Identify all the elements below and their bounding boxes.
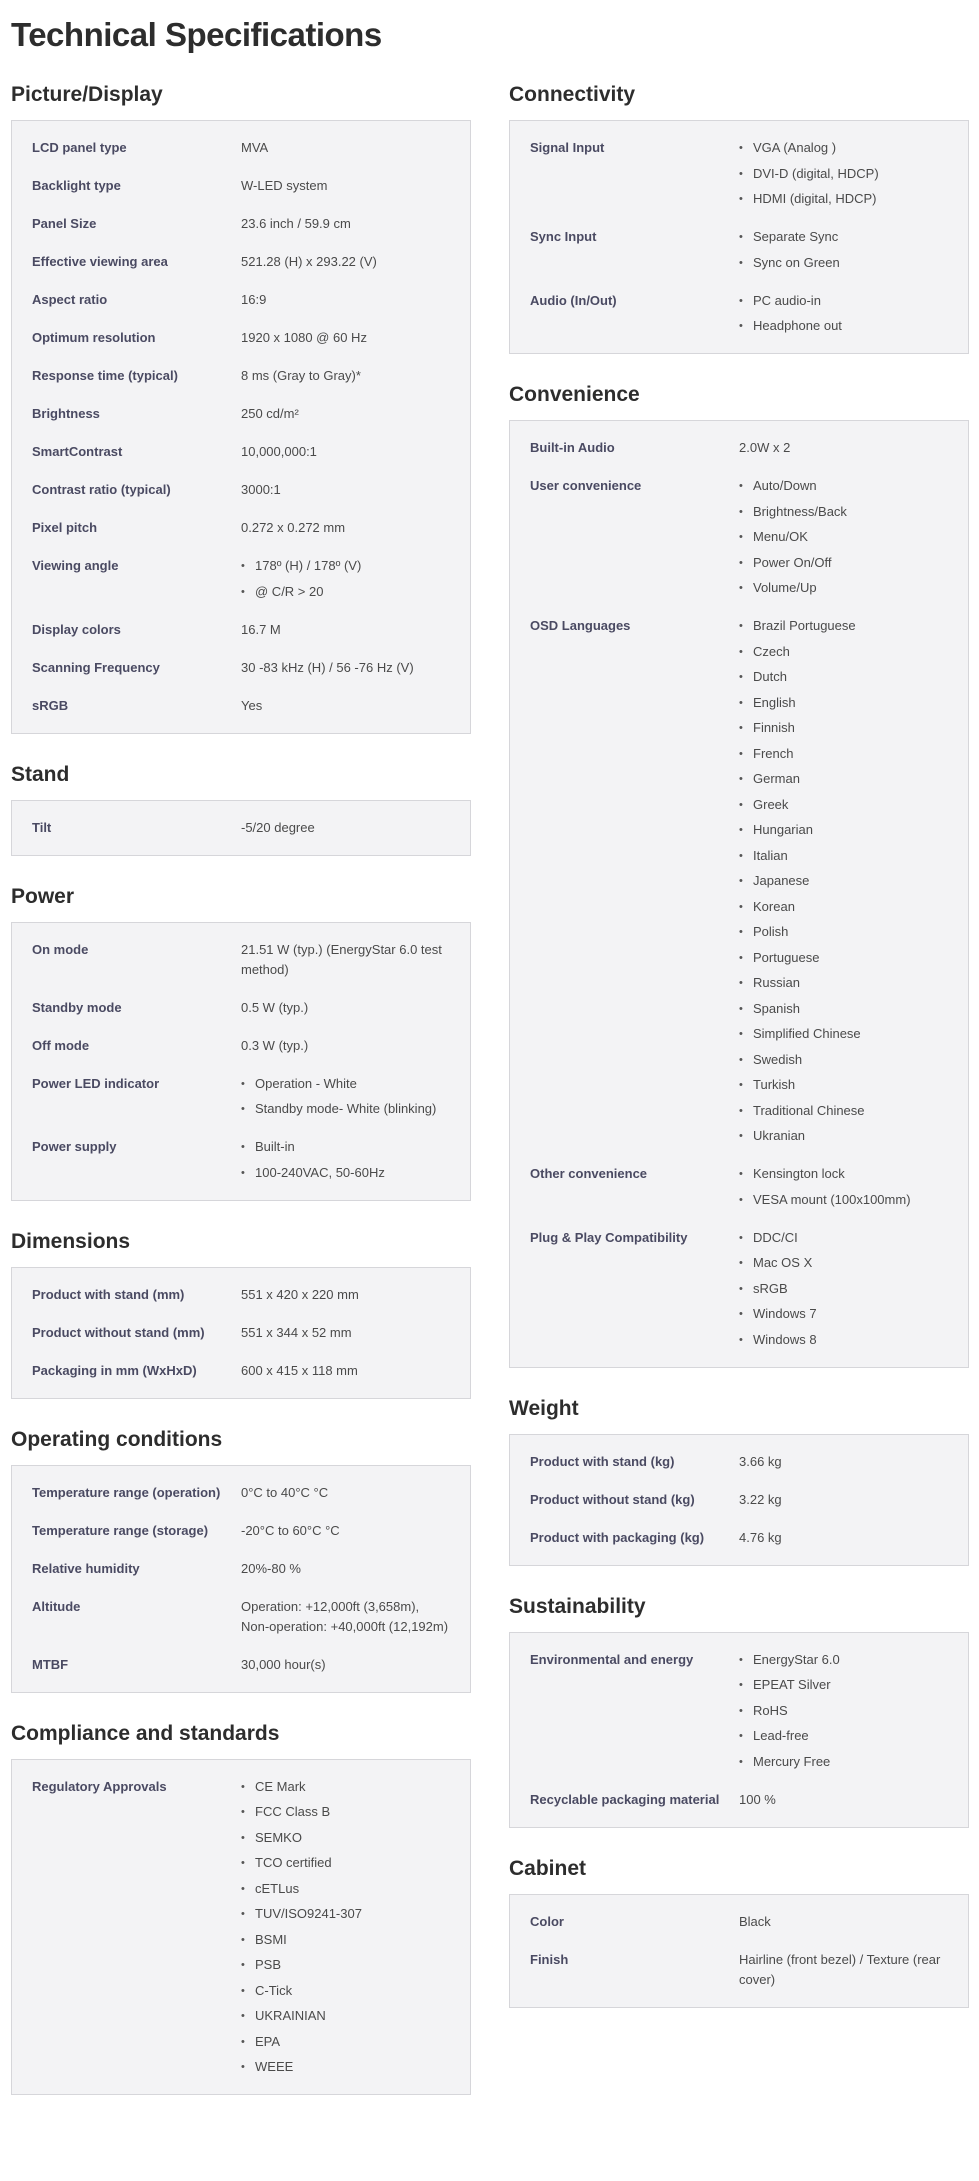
spec-row [12,1512,470,1550]
list-item: • Brazil Portuguese [739,616,948,636]
bullet-list [241,1137,450,1183]
list-item: • Portuguese [739,948,948,968]
spec-row [12,1128,470,1192]
spec-value: 3000:1 [241,482,281,497]
spec-label: Product without stand (kg) [530,1491,695,1507]
list-item: • Built-in [241,1137,450,1157]
spec-value-list [739,1224,948,1354]
spec-label: Signal Input [530,140,605,155]
list-item: • Lead-free [739,1726,948,1746]
list-item: • Mercury Free [739,1752,948,1772]
spec-label: Product without stand (mm) [32,1324,205,1340]
spec-row [12,243,470,281]
spec-value: 1920 x 1080 @ 60 Hz [241,330,367,345]
list-item: • Swedish [739,1050,948,1070]
spec-section-dimensions [11,1227,471,1399]
spec-table [11,120,471,734]
spec-label: Temperature range (storage) [32,1522,209,1538]
list-item: • Kensington lock [739,1164,948,1184]
spec-row [12,1768,470,2087]
list-item: • Korean [739,897,948,917]
list-item: • DVI-D (digital, HDCP) [739,164,948,184]
spec-row [12,129,470,167]
spec-label: Off mode [32,1037,90,1053]
spec-row [12,319,470,357]
spec-row [12,1550,470,1588]
spec-row [12,1588,470,1646]
spec-row [12,1027,470,1065]
section-title: Stand [11,762,70,786]
list-item: • WEEE [241,2057,450,2077]
spec-table [11,922,471,1201]
list-item: • DDC/CI [739,1228,948,1248]
left-column [11,80,471,2121]
spec-label: Standby mode [32,999,122,1015]
spec-value: 600 x 415 x 118 mm [241,1362,358,1378]
spec-value: 0.272 x 0.272 mm [241,520,346,535]
spec-row [510,1903,968,1941]
spec-value: 21.51 W (typ.) (EnergyStar 6.0 test method) [241,941,442,977]
spec-label: Aspect ratio [32,292,108,307]
list-item: • Turkish [739,1075,948,1095]
spec-row [12,687,470,725]
spec-label: Panel Size [32,216,97,231]
spec-value: 10,000,000:1 [241,444,317,459]
spec-label: SmartContrast [32,444,123,459]
spec-table [11,1465,471,1693]
spec-value: 551 x 344 x 52 mm [241,1324,352,1340]
spec-label: MTBF [32,1656,69,1672]
spec-row [510,1941,968,1999]
spec-row [510,1781,968,1819]
list-item: • Brightness/Back [739,502,948,522]
spec-label: Pixel pitch [32,520,98,535]
spec-row [12,809,470,847]
spec-value: Hairline (front bezel) / Texture (rear cover) [739,1951,941,1987]
spec-row [510,129,968,218]
list-item: • Auto/Down [739,476,948,496]
list-item: • EPEAT Silver [739,1675,948,1695]
spec-value: 16:9 [241,292,267,307]
section-title: Compliance and standards [11,1721,280,1745]
spec-label: Display colors [32,621,121,637]
spec-value: 8 ms (Gray to Gray)* [241,368,361,383]
list-item: • Standby mode- White (blinking) [241,1099,450,1119]
bullet-list [241,1074,450,1120]
list-item: • @ C/R > 20 [241,582,450,602]
list-item: • French [739,744,948,764]
spec-row [510,1519,968,1557]
spec-value: 0.5 W (typ.) [241,999,309,1015]
spec-row [510,467,968,607]
spec-row [12,395,470,433]
spec-section-weight [509,1394,969,1566]
list-item: • PSB [241,1955,450,1975]
spec-table [509,1632,969,1828]
spec-table [11,800,471,856]
list-item: • Dutch [739,667,948,687]
spec-value: 4.76 kg [739,1529,782,1545]
list-item: • Operation - White [241,1074,450,1094]
spec-label: Environmental and energy [530,1651,694,1667]
spec-label: Temperature range (operation) [32,1484,221,1500]
section-title: Sustainability [509,1594,646,1618]
spec-row [510,1481,968,1519]
list-item: • PC audio-in [739,291,948,311]
list-item: • VGA (Analog ) [739,138,948,158]
spec-row [510,1641,968,1781]
list-item: • sRGB [739,1279,948,1299]
spec-label: Effective viewing area [32,254,168,269]
spec-row [12,509,470,547]
spec-value: -5/20 degree [241,819,315,835]
spec-value: 3.22 kg [739,1491,782,1507]
spec-label: On mode [32,941,89,957]
list-item: • C-Tick [241,1981,450,2001]
bullet-list [241,1777,450,2078]
bullet-list [739,476,948,598]
list-item: • Hungarian [739,820,948,840]
list-item: • English [739,693,948,713]
spec-section-operating-conditions [11,1425,471,1693]
spec-label: Response time (typical) [32,368,178,383]
spec-value: 2.0W x 2 [739,440,791,455]
spec-label: Color [530,1913,564,1929]
spec-value-list [241,1070,450,1124]
section-title: Connectivity [509,83,636,106]
spec-row [12,471,470,509]
spec-value: W-LED system [241,178,328,193]
list-item: • Power On/Off [739,553,948,573]
spec-value: 250 cd/m² [241,406,299,421]
spec-value-list [739,1160,948,1214]
spec-row [510,1219,968,1359]
list-item: • Separate Sync [739,227,948,247]
spec-section-connectivity [509,80,969,354]
section-title: Picture/Display [11,83,163,106]
spec-label: Brightness [32,406,100,421]
spec-row [510,282,968,346]
spec-row [510,1155,968,1219]
list-item: • 178º (H) / 178º (V) [241,556,450,576]
spec-value-list [739,287,948,341]
list-item: • Russian [739,973,948,993]
list-item: • TCO certified [241,1853,450,1873]
spec-row [12,1314,470,1352]
spec-value: -20°C to 60°C °C [241,1522,340,1538]
list-item: • VESA mount (100x100mm) [739,1190,948,1210]
bullet-list [739,291,948,337]
spec-row [510,429,968,467]
spec-value-list [241,552,450,606]
section-title: Power [11,884,75,908]
spec-label: sRGB [32,697,69,713]
list-item: • 100-240VAC, 50-60Hz [241,1163,450,1183]
spec-row [12,989,470,1027]
bullet-list [739,1228,948,1350]
spec-row [510,218,968,282]
spec-section-compliance-and-standards [11,1719,471,2096]
list-item: • RoHS [739,1701,948,1721]
spec-value-list [739,612,948,1150]
spec-row [510,607,968,1155]
list-item: • Japanese [739,871,948,891]
list-item: • cETLus [241,1879,450,1899]
bullet-list [739,138,948,209]
spec-label: Built-in Audio [530,440,615,455]
spec-label: Power supply [32,1139,117,1154]
list-item: • HDMI (digital, HDCP) [739,189,948,209]
spec-value: Black [739,1913,771,1929]
spec-label: OSD Languages [530,618,631,633]
spec-row [12,1474,470,1512]
spec-row [12,205,470,243]
list-item: • EnergyStar 6.0 [739,1650,948,1670]
list-item: • Italian [739,846,948,866]
spec-label: Plug & Play Compatibility [530,1229,688,1245]
section-title: Cabinet [509,1856,587,1880]
spec-table [509,1894,969,2008]
list-item: • Mac OS X [739,1253,948,1273]
spec-section-sustainability [509,1592,969,1828]
spec-value: 30,000 hour(s) [241,1656,326,1672]
spec-label: Viewing angle [32,558,119,573]
list-item: • Ukranian [739,1126,948,1146]
spec-table [509,420,969,1368]
spec-row [510,1443,968,1481]
spec-label: Product with stand (kg) [530,1453,675,1469]
list-item: • UKRAINIAN [241,2006,450,2026]
list-item: • Polish [739,922,948,942]
spec-row [12,1276,470,1314]
bullet-list [739,616,948,1146]
section-title: Convenience [509,383,640,406]
spec-table [509,1434,969,1566]
spec-section-picture-display [11,80,471,734]
spec-label: Regulatory Approvals [32,1778,167,1794]
list-item: • Windows 8 [739,1330,948,1350]
spec-label: Product with packaging (kg) [530,1529,705,1545]
spec-label: Backlight type [32,178,121,193]
spec-value: Operation: +12,000ft (3,658m), Non-operation: +40,000ft (12,192m) [241,1598,449,1634]
list-item: • Simplified Chinese [739,1024,948,1044]
spec-label: Packaging in mm (WxHxD) [32,1362,197,1378]
spec-label: Recyclable packaging material [530,1791,720,1807]
spec-value-list [739,223,948,277]
spec-row [12,281,470,319]
spec-value-list [739,472,948,602]
right-column [509,80,969,2034]
spec-table [11,1267,471,1399]
spec-label: Contrast ratio (typical) [32,482,171,497]
spec-value: 0°C to 40°C °C [241,1484,329,1500]
list-item: • Traditional Chinese [739,1101,948,1121]
bullet-list [739,227,948,273]
spec-value: 23.6 inch / 59.9 cm [241,216,351,231]
spec-value-list [739,1646,948,1776]
spec-value: 0.3 W (typ.) [241,1037,309,1053]
list-item: • SEMKO [241,1828,450,1848]
list-item: • BSMI [241,1930,450,1950]
spec-row [12,547,470,611]
spec-row [12,611,470,649]
bullet-list [241,556,450,602]
list-item: • Finnish [739,718,948,738]
page-title: Technical Specifications [11,16,382,53]
spec-section-convenience [509,380,969,1368]
section-title: Dimensions [11,1229,131,1253]
spec-label: Product with stand (mm) [32,1286,185,1302]
spec-value: 30 -83 kHz (H) / 56 -76 Hz (V) [241,659,414,675]
list-item: • Menu/OK [739,527,948,547]
section-title: Operating conditions [11,1427,223,1451]
list-item: • TUV/ISO9241-307 [241,1904,450,1924]
spec-value: 521.28 (H) x 293.22 (V) [241,254,377,269]
spec-row [12,1646,470,1684]
spec-value: 3.66 kg [739,1453,782,1469]
spec-label: Sync Input [530,229,597,244]
list-item: • German [739,769,948,789]
list-item: • Czech [739,642,948,662]
bullet-list [739,1650,948,1772]
spec-table [11,1759,471,2096]
spec-label: Relative humidity [32,1560,140,1576]
spec-value: 20%-80 % [241,1560,301,1576]
spec-row [12,1065,470,1129]
spec-section-cabinet [509,1854,969,2008]
spec-label: Power LED indicator [32,1075,160,1091]
spec-value: MVA [241,140,269,155]
spec-value: 551 x 420 x 220 mm [241,1286,359,1302]
list-item: • Volume/Up [739,578,948,598]
spec-row [12,167,470,205]
spec-label: Other convenience [530,1166,648,1181]
list-item: • Spanish [739,999,948,1019]
spec-label: User convenience [530,478,642,493]
spec-label: Optimum resolution [32,330,156,345]
list-item: • Sync on Green [739,253,948,273]
spec-row [12,357,470,395]
spec-label: Finish [530,1951,569,1967]
spec-section-power [11,882,471,1201]
spec-value: Yes [241,697,263,713]
spec-label: Audio (In/Out) [530,292,617,308]
spec-row [12,433,470,471]
list-item: • Headphone out [739,316,948,336]
bullet-list [739,1164,948,1210]
list-item: • EPA [241,2032,450,2052]
spec-value: 16.7 M [241,621,281,637]
section-title: Weight [509,1396,579,1420]
spec-row [12,1352,470,1390]
spec-label: Scanning Frequency [32,659,160,675]
list-item: • FCC Class B [241,1802,450,1822]
spec-label: Tilt [32,819,52,835]
spec-table [509,120,969,354]
spec-label: LCD panel type [32,140,127,155]
spec-label: Altitude [32,1598,81,1614]
spec-value-list [241,1133,450,1187]
spec-row [12,649,470,687]
spec-row [12,931,470,989]
spec-value-list [241,1773,450,2082]
spec-section-stand [11,760,471,856]
list-item: • CE Mark [241,1777,450,1797]
spec-value: 100 % [739,1791,776,1807]
list-item: • Greek [739,795,948,815]
list-item: • Windows 7 [739,1304,948,1324]
spec-value-list [739,134,948,213]
